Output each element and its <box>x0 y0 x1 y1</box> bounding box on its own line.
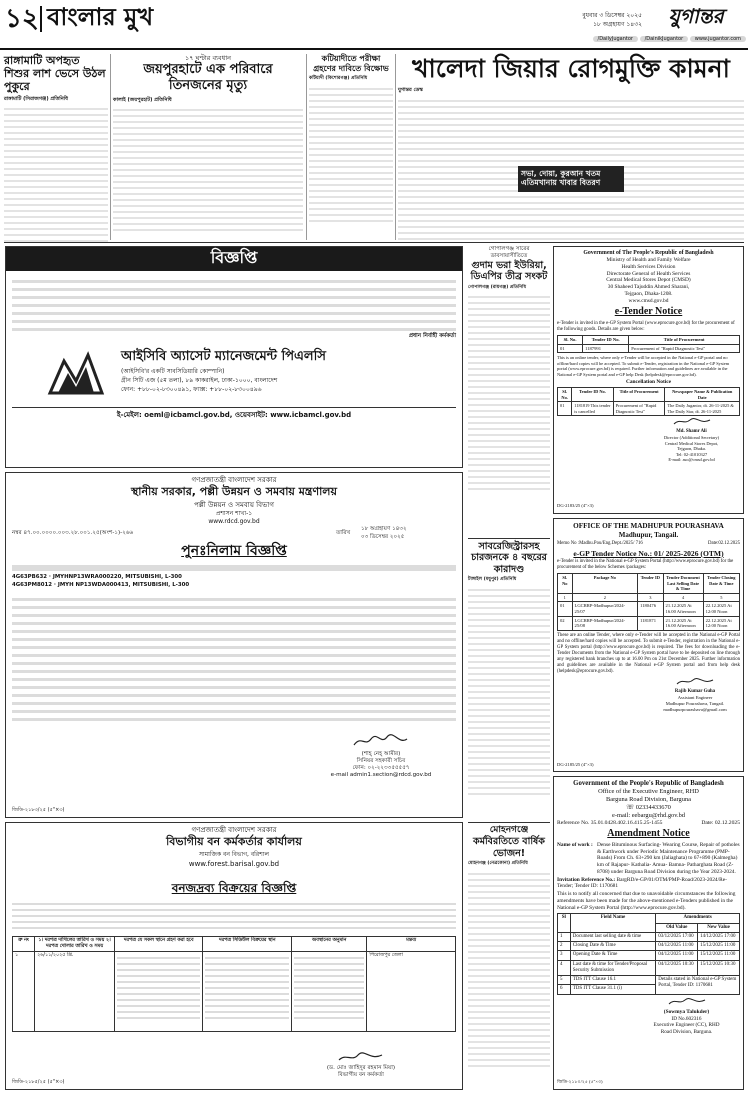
cmsd-sign-phone: Tel: 02-41010327 <box>675 451 708 457</box>
icb-header: বিজ্ঞপ্তি <box>210 248 258 267</box>
lgrd-sign-email: e-mail admin1.section@rdcd.gov.bd <box>330 772 432 779</box>
table-row <box>13 951 456 1031</box>
section-title: বাংলার মুখ <box>47 3 154 31</box>
table-cell: 03/12/2025 17:00 <box>656 932 698 941</box>
madhupur-office: OFFICE OF THE MADHUPUR POURASHAVA <box>573 522 724 530</box>
col-header: Sl. No. <box>558 388 572 402</box>
cmsd-line-1: Ministry of Health and Family Welfare <box>606 257 691 264</box>
cmsd-notice <box>553 246 744 514</box>
cmsd-sign-l2: Central Medical Stores Depot, <box>664 440 719 446</box>
news-byline: কটিয়াদী (কিশোরগঞ্জ) প্রতিনিধি <box>309 76 368 81</box>
table-cell: 1 <box>558 932 571 941</box>
cmsd-table-1 <box>557 335 740 353</box>
column-divider <box>110 54 111 240</box>
news-khaleda <box>398 54 744 244</box>
table-cell: Opening Date & Time <box>570 951 656 960</box>
page-number: ১২ <box>5 4 39 34</box>
column-divider <box>395 54 396 240</box>
col-header: Newspaper Name & Publication Date <box>665 388 740 402</box>
forest-sign-title: বিভাগীয় বন কর্মকর্তা <box>338 1072 384 1079</box>
forest-notice <box>5 822 463 1090</box>
table-cell: 01 <box>558 344 583 353</box>
icb-email-web: ই-মেইল: oeml@icbamcl.gov.bd, ওয়েবসাইট: www.icbamcl.gov.bd <box>116 411 352 419</box>
table-cell: 04/12/2025 10:30 <box>656 960 698 976</box>
table-cell: The Daily Jugantor, dt. 26-11-2025 & The Daily Star, dt. 26-11-2025 <box>665 402 740 416</box>
icb-logo-icon <box>46 347 106 397</box>
col-header: Sl. No <box>558 574 573 594</box>
news-headline: খালেদা জিয়ার রোগমুক্তি কামনা <box>412 54 730 83</box>
icb-notice <box>5 246 463 468</box>
news-byline: যুগান্তর ডেস্ক <box>398 87 423 93</box>
table-cell: 5 <box>558 976 571 985</box>
icb-logo <box>46 347 106 397</box>
table-cell: LGCRRP-Madhupur/2024-25/07 <box>572 602 638 616</box>
rhd-sign-id: ID No.602316 <box>671 1015 702 1022</box>
madhupur-title: e-GP Tender Notice No.: 01/ 2025-2026 (OTM) <box>573 548 724 558</box>
highlight-box <box>518 166 624 192</box>
col-header: Title of Procurement <box>629 335 740 344</box>
cmsd-line-2: Health Services Division <box>621 263 676 270</box>
rhd-work-label: Name of work : <box>557 841 593 848</box>
table-cell: Details stated in National e-GP System Portal, Tender ID: 1170681 <box>656 976 740 995</box>
news-body <box>468 292 550 492</box>
rhd-signature <box>634 997 739 1036</box>
table-cell: 21.12.2025 At 16.00 Afternoon <box>663 602 703 616</box>
news-kicker-2: ডাবসায়াসীতিতে <box>490 252 528 259</box>
news-gopalganj <box>468 246 550 536</box>
lgrd-branch: প্রশাসন শাখা-১ <box>215 510 253 517</box>
news-headline: কর্মবিরতিতে বার্ষিক ভোজন! <box>473 836 545 859</box>
icb-company-sub: (আইসিবি'র একটি সাবসিডিয়ারি কোম্পানি) <box>121 368 225 375</box>
news-body <box>113 105 303 235</box>
madhupur-date: Date:02.12.2025 <box>708 540 740 546</box>
section-rule <box>4 242 744 243</box>
table-cell: 22.12.2025 At 12:00 Noon <box>703 602 739 616</box>
col-header: Amendments <box>656 914 740 923</box>
vehicle-code-1: 4G63PB632 <box>12 574 47 580</box>
col-header: Title of Procurement <box>613 388 665 402</box>
col-header: Sl. No. <box>558 335 583 344</box>
rhd-sign-l2: Road Division, Barguna. <box>660 1028 713 1035</box>
date-line-2: ১৮ অগ্রহায়ণ ১৪৩২ <box>593 21 642 28</box>
table-cell: Document last selling date & time <box>570 932 656 941</box>
lgrd-sign-title: সিনিয়র সহকারী সচিব <box>356 758 406 765</box>
forest-table <box>12 936 456 1048</box>
forest-title: বনজদ্রব্য বিক্রয়ের বিজ্ঞপ্তি <box>171 881 297 895</box>
row-cell <box>114 951 203 1031</box>
news-joypurhat <box>113 54 303 244</box>
cmsd-intro: e-Tender is invited in the e-GP System Portal (www.eprocure.gov.bd) for the procurement of the following goods. Details are given below: <box>557 320 735 332</box>
lgrd-date-en: ০৩ ডিসেম্বর ২০২৫ <box>361 534 405 540</box>
madhupur-sign-l2: Madhupur Pourashava, Tangail. <box>665 700 725 706</box>
news-kicker: গোপালগঞ্জ সারের <box>488 246 530 252</box>
col-header: মন্তব্য <box>367 937 456 952</box>
madhupur-place: Madhupur, Tangail. <box>618 531 679 539</box>
table-cell: 15/12/2025 10:30 <box>698 960 740 976</box>
column-rule <box>468 538 550 539</box>
madhupur-note: These are an online Tender, where only e-Tender will be accepted in the National e-GP Portal and no offline/hard copies will be accepted. To submit e-Tender, registration in the National e-GP System portal (http://www.eprocure.gov.bd) is required. The fees for downloading the e-Tender Documents from the National e-GP System portal have to be deposited on line through any registered bank branches up to at 16.00 Pm on 21st December 2025. Further information and guidelines are available in the National e-GP System portal and from help desk (helpdesk@eprocure.gov.bd). <box>557 633 740 675</box>
forest-web: www.forest.barisal.gov.bd <box>188 860 280 868</box>
table-cell: 21.12.2025 At 16.00 Afternoon <box>663 616 703 630</box>
rhd-gov: Government of the People's Republic of Bangladesh <box>573 780 724 787</box>
table-cell: LGCRRP-Madhupur/2024-25/08 <box>572 616 638 630</box>
table-cell: 2 <box>558 942 571 951</box>
news-mohonganj <box>468 825 550 1091</box>
row-date: ২৬/১১/২০২৫ খ্রি. <box>35 951 115 1031</box>
news-kicker: ১৭ ঘণ্টার ব্যবধান <box>185 54 231 62</box>
row-cell <box>203 951 292 1031</box>
news-headline: জয়পুরহাটে এক পরিবারে তিনজনের মৃত্যু <box>143 62 273 94</box>
table-cell: 3 <box>558 951 571 960</box>
lgrd-date-label: তারিখ <box>336 530 351 536</box>
news-katiadi <box>309 54 393 244</box>
table-cell: Closing Date & Time <box>570 942 656 951</box>
table-cell: 14/12/2025 17:00 <box>698 932 740 941</box>
highlight-line-2: এতিমখানায় খাবার বিতরণ <box>521 178 601 188</box>
news-body <box>309 84 393 224</box>
column-rule <box>468 822 550 823</box>
rhd-line-2: Barguna Road Division, Barguna <box>606 796 691 804</box>
lgrd-web: www.rdcd.gov.bd <box>208 518 260 525</box>
table-cell: TDS ITT Clause 31.1 (i) <box>570 985 656 994</box>
col-header: দরপত্র সিডিউল বিক্রয়ের স্থান <box>203 937 292 952</box>
icb-rule <box>12 407 456 408</box>
rhd-sign-title: Executive Engineer (CC), RHD <box>653 1022 720 1029</box>
table-cell: 1181819 This tender is cancelled <box>572 402 613 416</box>
cmsd-sign-email: E-mail: aso@cmsd.gov.bd <box>668 457 715 463</box>
lgrd-title: পুনঃনিলাম বিজ্ঞপ্তি <box>181 543 287 559</box>
madhupur-intro: e-Tender is invited in the National e-GP System Portal (http://www.eprocure.gov.bd) for the procurement of the below Schemes /packages: <box>557 559 734 571</box>
table-cell: 15/12/2025 11:00 <box>698 942 740 951</box>
vehicle-code-4: JMYH NP13WDA000413, MITSUBISHI, L-300 <box>57 581 190 588</box>
cmsd-cancel-title: Cancellation Notice <box>625 379 672 386</box>
vehicle-code-3: 4G63PM8012 <box>12 581 52 588</box>
lgrd-body: 4G63PB632 · JMYHNP13WRA000220, MITSUBISHI, L-300 4G63PM8012 · JMYH NP13WDA000413, MITSUBISHI, L-300 <box>12 565 456 723</box>
rhd-line-4: e-mail: eebargu@rhd.gov.bd <box>612 812 685 820</box>
news-body <box>468 869 550 1069</box>
cmsd-line-5: 30 Shaheed Tajuddin Ahmed Sharani, <box>607 284 690 291</box>
cmsd-sign-title: Director (Additional Secretary) <box>663 435 720 441</box>
rhd-body: This is to notify all concerned that due to unavoidable circumstances the following amendments have been made for the above-mentioned e-Tenders published in the National e-GP System Portal (http://www.eprocure.gov.bd). <box>557 891 736 911</box>
cmsd-sign-l3: Tejgaon, Dhaka. <box>677 446 706 452</box>
cmsd-line-3: Directorate General of Health Services <box>606 270 691 277</box>
table-header-row <box>13 937 456 952</box>
col-header: অবস্থানের অনুমান <box>292 937 367 952</box>
cmsd-gov: Government of The People's Republic of Bangladesh <box>583 250 714 256</box>
col-header: Field Name <box>570 914 656 933</box>
signature-icon <box>336 1051 386 1063</box>
cmsd-table-2 <box>557 387 740 416</box>
table-row <box>558 951 740 960</box>
table-cell: 1180476 <box>638 602 663 616</box>
table-cell: 2 <box>572 593 638 602</box>
rhd-line-1: Office of the Executive Engineer, RHD <box>598 788 699 796</box>
cmsd-line-4: Central Medical Stores Depot (CMSD) <box>606 277 691 284</box>
rhd-invitation: BargRD/e-GP/01/OTM/PMP-Road/2023-2024/Re-Tender; Tender ID: 1170681 <box>557 876 727 890</box>
signature-icon <box>672 417 712 426</box>
icb-signatory: প্রধান নির্বাহী কর্মকর্তা <box>408 333 456 339</box>
news-body <box>468 585 550 797</box>
table-cell: 1181871 <box>638 616 663 630</box>
table-cell: Procurement of "Rapid Diagnostic Test" <box>613 402 665 416</box>
masthead <box>0 0 748 54</box>
table-row <box>558 942 740 951</box>
cmsd-line-7: www.cmsd.gov.bd <box>628 297 669 304</box>
madhupur-memo: Memo No :Madhu.Pou/Eng.Dept./2025/ 716 <box>557 540 643 546</box>
forest-code: জিডি-২১৮৫/২৫ (৫"×৩) <box>12 1079 65 1085</box>
lgrd-ministry: স্থানীয় সরকার, পল্লী উন্নয়ন ও সমবায় মন্ত্রণালয় <box>131 485 337 498</box>
cmsd-sign-name: Md. Shamr Ali <box>676 429 707 435</box>
news-byline: রাঙ্গামাটি (সিরাজগঞ্জ) প্রতিনিধি <box>4 95 68 102</box>
lgrd-memo: নম্বর ৪৭.০০.০০০০.০০৩.২৮.০০১.২৫(অংশ-১)-২৬৬ <box>12 530 134 536</box>
icb-phone: ফোন: +৮৮-০২-৮৩০০৪৯১, ফ্যাক্স: +৮৮-০২-৮৩০০৪৯৬ <box>121 386 262 393</box>
table-cell: Last date & time for Tender/Proposal Security Submission <box>570 960 656 976</box>
news-body <box>4 104 108 244</box>
jugantor-logo: যুগান্তর <box>668 4 724 28</box>
madhupur-code: DG-2185/25 (4"×3) <box>557 762 594 767</box>
table-row <box>558 932 740 941</box>
forest-signature <box>266 1051 456 1089</box>
lgrd-date-bn: ১৮ অগ্রহায়ণ ১৪৩২ <box>361 526 407 532</box>
madhupur-signature <box>649 677 741 712</box>
website-link[interactable]: www.jugantor.com <box>690 36 746 42</box>
madhupur-table <box>557 573 740 631</box>
table-row <box>558 402 740 416</box>
table-cell: 6 <box>558 985 571 994</box>
news-byline: মোহনগঞ্জ (নেত্রকোনা) প্রতিনিধি <box>468 861 528 867</box>
news-byline: টাঙ্গাইল (মধুপুর) প্রতিনিধি <box>468 577 517 583</box>
col-header: ১। দরপত্র দাখিলের তারিখ ও সময় ২। দরপত্র খোলার তারিখ ও সময় <box>35 937 115 952</box>
rhd-code: জিডি-২১৮০/২৫ (৫"×৩) <box>557 1079 603 1084</box>
news-kicker: মোহনগঞ্জে <box>489 825 529 835</box>
rhd-table <box>557 913 740 994</box>
news-headline: গুদাম ভরা ইউরিয়া, ডিএপির তীব্র সংকট <box>470 259 548 283</box>
masthead-divider <box>40 6 42 32</box>
vehicle-code-2: JMYHNP13WRA000220, MITSUBISHI, L-300 <box>52 574 182 580</box>
news-headline: কটিয়াদীতে পরীক্ষা গ্রহণের দাবিতে বিক্ষোভ <box>313 54 389 73</box>
madhupur-notice <box>553 518 744 772</box>
madhupur-sign-name: Rajib Kumar Guha <box>674 689 716 695</box>
row-no: ১ <box>13 951 35 1031</box>
forest-sign-name: (ড. মোঃ জাহিদুর রহমান মিয়া) <box>326 1065 396 1072</box>
twitter-handle[interactable]: /DainikJugantor <box>640 36 689 42</box>
forest-gov: গণপ্রজাতন্ত্রী বাংলাদেশ সরকার <box>191 826 277 834</box>
masthead-rule <box>0 48 748 50</box>
col-header: Tender Closing Date & Time <box>703 574 739 594</box>
rhd-line-3: ☏ 02334433670 <box>626 804 671 812</box>
rhd-notice <box>553 776 744 1090</box>
lgrd-gov: গণপ্রজাতন্ত্রী বাংলাদেশ সরকার <box>191 476 277 484</box>
news-headline: রাঙ্গামাটি অপহৃত শিশুর লাশ ভেসে উঠল পুকুরে <box>4 54 106 94</box>
table-cell: 04/12/2025 11:00 <box>656 951 698 960</box>
cmsd-code: DG-2183/25 (4"×3) <box>557 503 594 508</box>
row-mantabya: পিরোজপুর জেলা <box>367 951 456 1031</box>
signature-icon <box>675 677 715 686</box>
table-cell: 4 <box>663 593 703 602</box>
news-tangail <box>468 541 550 821</box>
col-header: Package No <box>572 574 638 594</box>
col-header: New Value <box>698 923 740 932</box>
table-row <box>558 602 740 616</box>
table-number-row <box>558 593 740 602</box>
table-row <box>558 344 740 353</box>
lgrd-signature <box>306 733 456 813</box>
col-header: Sl <box>558 914 571 933</box>
row-cell <box>292 951 367 1031</box>
icb-company: আইসিবি অ্যাসেট ম্যানেজমেন্ট পিএলসি <box>121 349 326 364</box>
lgrd-notice <box>5 472 463 818</box>
table-cell: 01 <box>558 602 573 616</box>
col-header: Tender ID No. <box>583 335 629 344</box>
rhd-work: Dense Bituminous Surfacing- Wearing Course, Repair of potholes & Earthwork under Periodic Maintenance Programme (PMP-Roads) From Ch. 63+290 km (Jaliaghata) to 67+890 (Kalmegha) km of Rajapur- Kathalia- Amua- Bamna- Patharghata Road (Z-8708) under Barguna Road Division during the Year 2023-2024. <box>597 841 740 875</box>
forest-body <box>12 899 456 933</box>
rhd-title: Amendment Notice <box>607 828 690 840</box>
table-cell: 1187991 <box>583 344 629 353</box>
cmsd-title: e-Tender Notice <box>614 306 683 318</box>
lgrd-sign-phone: ফোন: ০২-২২৩৩৫৫৫৫৭ <box>352 765 410 772</box>
table-cell: TDS ITT Clause 16.1 <box>570 976 656 985</box>
table-cell: 04/12/2025 11:00 <box>656 942 698 951</box>
rhd-date: Date: 02.12.2025 <box>701 820 740 827</box>
madhupur-sign-title: Assistant Engineer <box>677 695 713 701</box>
rhd-ref: Reference No. 35.01.0428.402.16.415.25-1455 <box>557 820 663 827</box>
col-header: Tender Document Last Selling Date & Time <box>663 574 703 594</box>
table-row <box>558 616 740 630</box>
cmsd-note: This is an online tender, where only e-Tender will be accepted in the National e-GP portal and no offline/hard copies will be accepted. To submit e-Tender, registration in the National e-GP System portal (www.eprocure.gov.bd) is required. Further information and guidelines are available in the National e-GP System portal and e-GP help Desk (helpdesk@eprocure.gov.bd). <box>557 355 730 377</box>
col-header: Tender ID <box>638 574 663 594</box>
signature-icon <box>351 733 411 749</box>
col-header: দরপত্র যে সকল স্থানে গ্রহণ করা হবে <box>114 937 203 952</box>
column-divider <box>306 54 307 240</box>
facebook-handle[interactable]: /DailyJugantor <box>593 36 638 42</box>
col-header: Tender ID No. <box>572 388 613 402</box>
news-byline: গোপালগঞ্জ (রায়গঞ্জ) প্রতিনিধি <box>468 284 527 290</box>
news-rangamati <box>4 54 108 244</box>
cmsd-line-6: Tejgaon, Dhaka-1208. <box>624 290 673 297</box>
table-cell: 01 <box>558 402 572 416</box>
date-line-1: বুধবার ৩ ডিসেম্বর ২০২৫ <box>582 12 642 19</box>
lgrd-sign-name: (শাহ্ নেহ্ আমীর) <box>361 751 401 758</box>
col-header: ক্র নং <box>13 937 35 952</box>
news-headline: সাবরেজিস্ট্রারসহ চারজনকে ৪ বছরের কারাদণ্ড <box>471 541 547 575</box>
forest-office: বিভাগীয় বন কর্মকর্তার কার্যালয় <box>166 835 302 848</box>
rhd-invitation-label: Invitation Reference No.: <box>557 876 616 883</box>
news-byline: কালাই (জয়পুরহাট) প্রতিনিধি <box>113 96 172 103</box>
table-row <box>558 976 740 985</box>
table-cell: 4 <box>558 960 571 976</box>
table-row <box>558 960 740 976</box>
lgrd-code: জিডি-২১৮৩/২৫ (৫"×৩) <box>12 807 65 813</box>
icb-address: গ্রীন সিটি এজ (৫ম তলা), ৮৯ কাকরাইল, ঢাকা-১০০০, বাংলাদেশ <box>121 377 278 384</box>
table-cell: 02 <box>558 616 573 630</box>
table-cell: 22.12.2025 At 12:00 Noon <box>703 616 739 630</box>
rhd-sign-name: (Sowmya Talukder) <box>663 1008 710 1015</box>
table-cell: 15/12/2025 11:00 <box>698 951 740 960</box>
social-bar <box>520 36 746 46</box>
table-cell: 1 <box>558 593 573 602</box>
col-header: Old Value <box>656 923 698 932</box>
highlight-line-1: সভা, দোয়া, কুরআন খতম <box>521 169 601 178</box>
icb-body <box>12 275 456 333</box>
madhupur-sign-email: madhupurpourashava@gmail.com <box>663 706 727 712</box>
table-cell: Procurement of "Rapid Diagnostic Test" <box>629 344 740 353</box>
signature-icon <box>667 997 707 1006</box>
forest-division: সামাজিক বন বিভাগ, বরিশাল <box>199 851 269 858</box>
table-cell: 5 <box>703 593 739 602</box>
lgrd-division: পল্লী উন্নয়ন ও সমবায় বিভাগ <box>194 501 274 509</box>
table-cell: 3 <box>638 593 663 602</box>
cmsd-signature <box>644 417 739 463</box>
